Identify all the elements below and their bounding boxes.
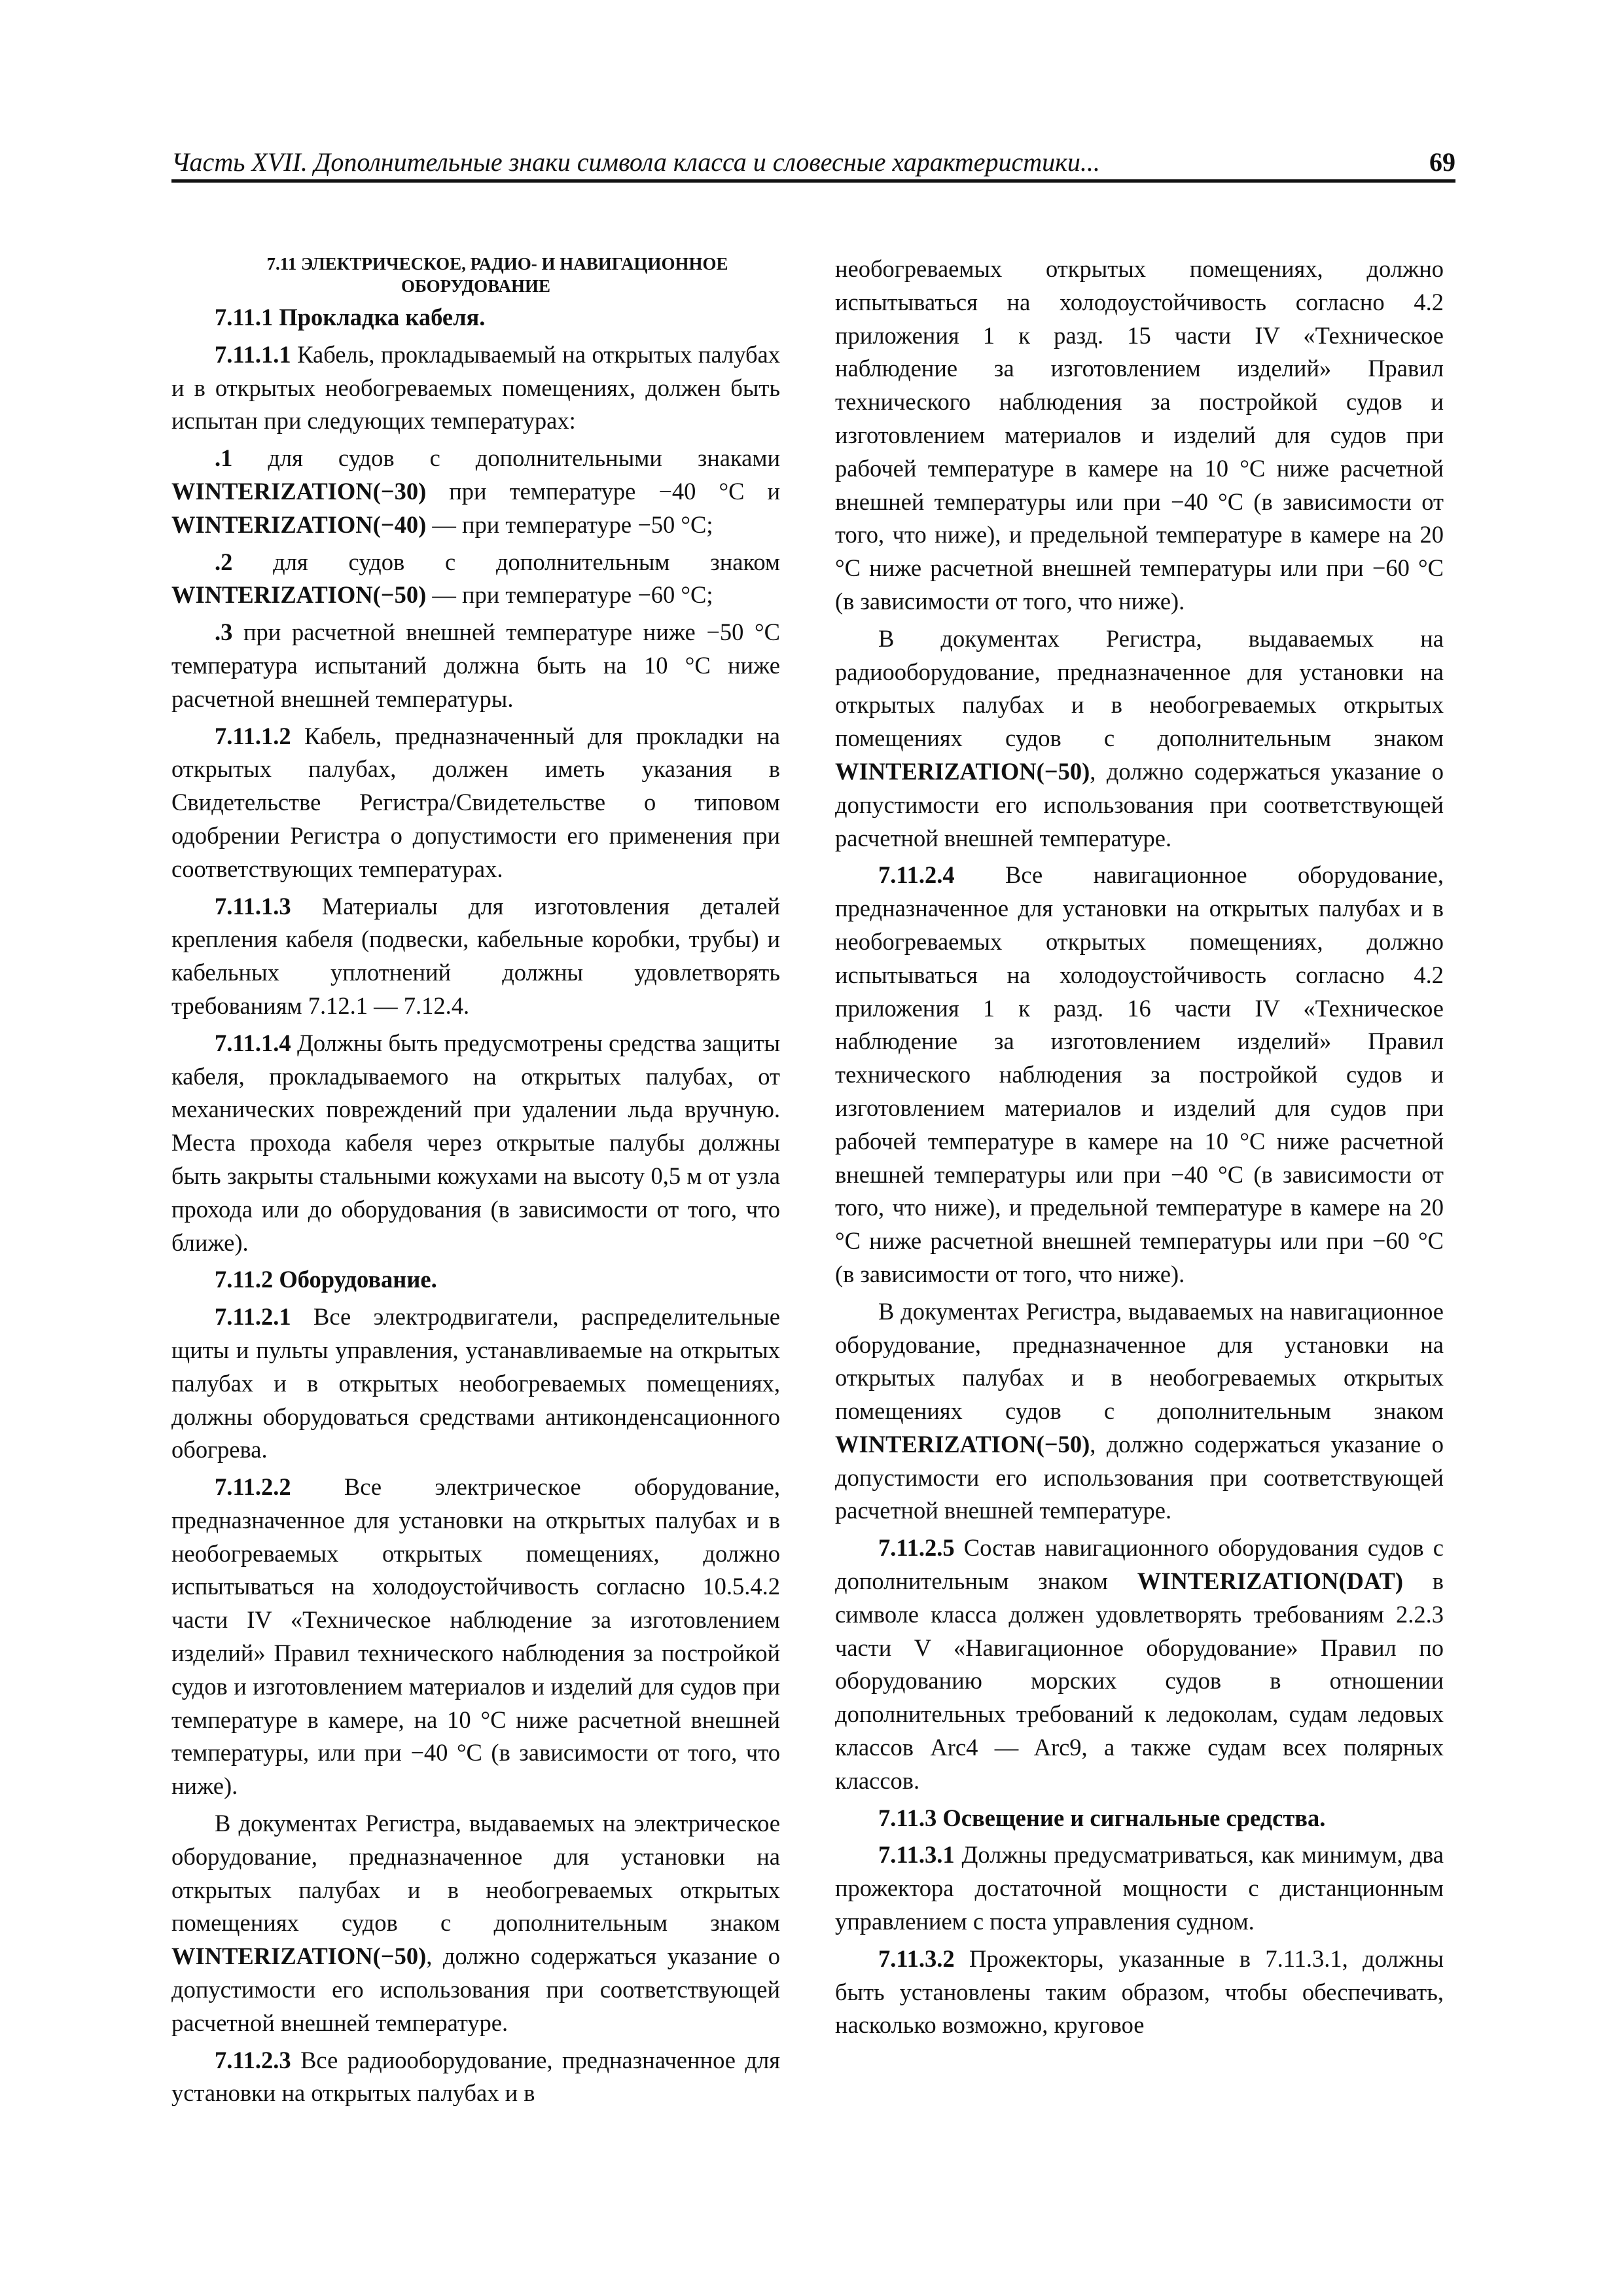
paragraph-text: В документах Регистра, выдаваемых на навигационное оборудование, предназначенное для установки на открытых палубах и в необогреваемых открытых помещениях судов с дополнительным знаком [835, 1297, 1444, 1425]
running-header [171, 139, 1455, 183]
paragraph-7-11-1-2 [171, 720, 780, 886]
left-column [171, 253, 780, 2114]
item-text: — при температуре −50 °С; [426, 511, 713, 538]
paragraph-docs-navigation [835, 1295, 1444, 1528]
subsection-heading-7-11-2: 7.11.2 Оборудование. [215, 1266, 437, 1293]
paragraph-text: Материалы для изготовления деталей крепления кабеля (подвески, кабельные коробки, трубы) и кабельных уплотнений должны удовлетворять требованиям 7.12.1 — 7.12.4. [171, 892, 780, 1019]
item-text: — при температуре −60 °С; [426, 581, 713, 609]
item-text: для судов с дополнительными знаками [232, 444, 780, 472]
clause-number: 7.11.1.2 [215, 722, 291, 749]
paragraph-7-11-3-1 [835, 1839, 1444, 1938]
class-sign: WINTERIZATION(DAT) [1137, 1568, 1404, 1595]
item-number: .3 [215, 619, 233, 646]
subsection-heading-7-11-1: 7.11.1 Прокладка кабеля. [215, 304, 486, 331]
paragraph-7-11-2-2 [171, 1471, 780, 1803]
paragraph-7-11-2-3 [171, 2044, 780, 2111]
paragraph-text: , должно содержаться указание о допустимости его использования при соответствующей расчетной внешней температуре. [835, 1430, 1444, 1524]
list-item-1 [171, 442, 780, 541]
paragraph-text: Все электродвигатели, распределительные щиты и пульты управления, устанавливаемые на открытых палубах и в открытых необогреваемых помещениях, должны оборудоваться средствами антиконденсационного обогрева. [171, 1303, 780, 1463]
paragraph-text: В документах Регистра, выдаваемых на электрическое оборудование, предназначенное для установки на открытых палубах и в необогреваемых открытых помещениях судов с дополнительным знаком [171, 1810, 780, 1937]
paragraph-7-11-2-1 [171, 1300, 780, 1467]
paragraph-docs-electric [171, 1807, 780, 2040]
subsection-heading-7-11-3: 7.11.3 Освещение и сигнальные средства. [878, 1804, 1326, 1831]
clause-number: 7.11.2.4 [878, 861, 955, 889]
clause-number: 7.11.2.2 [215, 1473, 291, 1501]
paragraph-text: Кабель, прокладываемый на открытых палубах и в открытых необогреваемых помещениях, должен быть испытан при следующих температурах: [171, 340, 780, 435]
page-number: 69 [1429, 147, 1455, 177]
class-sign: WINTERIZATION(−50) [835, 757, 1090, 785]
paragraph-docs-radio [835, 622, 1444, 855]
paragraph-text: Должны быть предусмотрены средства защиты кабеля, прокладываемого на открытых палубах, от механических повреждений при удалении льда вручную. Места прохода кабеля через открытые палубы должны быть закрыты стальными кожухами на высоту 0,5 м от узла прохода или до оборудования (в зависимости от того, что ближе). [171, 1029, 780, 1256]
paragraph-text: Состав навигационного оборудования судов с дополнительным знаком [835, 1534, 1444, 1595]
paragraph-text: Должны предусматриваться, как минимум, два прожектора достаточной мощности с дистанционным управлением с поста управления судном. [835, 1841, 1444, 1935]
class-sign: WINTERIZATION(−40) [171, 511, 427, 538]
paragraph-7-11-3-2 [835, 1943, 1444, 2042]
paragraph-text: в символе класса должен удовлетворять требованиям 2.2.3 части V «Навигационное оборудование» Правил по оборудованию морских судов в отношении дополнительных требований к ледоколам, судам ледовых классов Arc4 — Arc9, а также судам всех полярных классов. [835, 1568, 1444, 1794]
paragraph-7-11-2-5 [835, 1532, 1444, 1797]
clause-number: 7.11.2.5 [878, 1534, 955, 1562]
paragraph-radio-continued: необогреваемых открытых помещениях, должно испытываться на холодоустойчивость согласно 4.2 приложения 1 к разд. 15 части IV «Техническое наблюдение за изготовлением изделий» Правил технического наблюдения за постройкой судов и изготовлением материалов и изделий для судов при рабочей температуре в камере на 10 °С ниже расчетной внешней температуры или при −40 °С (в зависимости от того, что ниже), и предельной температуре в камере на 20 °С ниже расчетной внешней температуры или при −60 °С (в зависимости от того, что ниже). [835, 255, 1444, 615]
clause-number: 7.11.3.1 [878, 1841, 955, 1869]
item-text: при расчетной внешней температуре ниже −50 °С температура испытаний должна быть на 10 °С ниже расчетной внешней температуры. [171, 619, 780, 712]
list-item-2 [171, 546, 780, 613]
item-text: для судов с дополнительным знаком [232, 548, 780, 575]
paragraph-text: Все радиооборудование, предназначенное для установки на открытых палубах и в [171, 2046, 780, 2107]
item-number: .1 [215, 444, 233, 472]
paragraph-7-11-2-4 [835, 859, 1444, 1291]
right-column [835, 253, 1444, 2046]
clause-number: 7.11.1.3 [215, 892, 291, 920]
paragraph-text: В документах Регистра, выдаваемых на радиооборудование, предназначенное для установки на открытых палубах и в необогреваемых открытых помещениях судов с дополнительным знаком [835, 624, 1444, 752]
paragraph-7-11-1-1 [171, 338, 780, 438]
item-number: .2 [215, 548, 233, 575]
paragraph-text: Кабель, предназначенный для прокладки на открытых палубах, должен иметь указания в Свидетельстве Регистра/Свидетельстве о типовом одобрении Регистра о допустимости его применения при соответствующих температурах. [171, 722, 780, 882]
paragraph-7-11-1-3 [171, 890, 780, 1023]
list-item-3 [171, 616, 780, 715]
class-sign: WINTERIZATION(−50) [835, 1430, 1090, 1458]
paragraph-text: Все навигационное оборудование, предназначенное для установки на открытых палубах и в необогреваемых открытых помещениях, должно испытываться на холодоустойчивость согласно 4.2 приложения 1 к разд. 16 части IV «Техническое наблюдение за изготовлением изделий» Правил технического наблюдения за постройкой судов и изготовлением материалов и изделий для судов при рабочей температуре в камере на 10 °С ниже расчетной внешней температуры или при −40 °С (в зависимости от того, что ниже), и предельной температуре в камере на 20 °С ниже расчетной внешней температуры или при −60 °С (в зависимости от того, что ниже). [835, 861, 1444, 1287]
paragraph-text: , должно содержаться указание о допустимости его использования при соответствующей расчетной внешней температуре. [835, 757, 1444, 852]
clause-number: 7.11.3.2 [878, 1945, 955, 1972]
paragraph-text: Прожекторы, указанные в 7.11.3.1, должны быть установлены таким образом, чтобы обеспечивать, насколько возможно, круговое [835, 1945, 1444, 2039]
running-title: Часть XVII. Дополнительные знаки символа класса и словесные характеристики... [171, 147, 1100, 177]
paragraph-text: , должно содержаться указание о допустимости его использования при соответствующей расчетной внешней температуре. [171, 1943, 780, 2036]
clause-number: 7.11.2.3 [215, 2046, 291, 2073]
class-sign: WINTERIZATION(−50) [171, 1943, 427, 1970]
section-title: 7.11 ЭЛЕКТРИЧЕСКОЕ, РАДИО- И НАВИГАЦИОННОЕ ОБОРУДОВАНИЕ [266, 254, 728, 296]
class-sign: WINTERIZATION(−50) [171, 581, 427, 609]
paragraph-text: Все электрическое оборудование, предназначенное для установки на открытых палубах и в необогреваемых открытых помещениях, должно испытываться на холодоустойчивость согласно 10.5.4.2 части IV «Техническое наблюдение за изготовлением изделий» Правил технического наблюдения за постройкой судов и изготовлением материалов и изделий для судов при температуре в камере, на 10 °С ниже расчетной внешней температуры, или при −40 °С (в зависимости от того, что ниже). [171, 1473, 780, 1800]
paragraph-7-11-1-4 [171, 1027, 780, 1260]
item-text: при температуре −40 °С и [426, 477, 780, 505]
class-sign: WINTERIZATION(−30) [171, 477, 427, 505]
clause-number: 7.11.1.1 [215, 340, 291, 368]
clause-number: 7.11.1.4 [215, 1029, 291, 1056]
clause-number: 7.11.2.1 [215, 1303, 291, 1331]
